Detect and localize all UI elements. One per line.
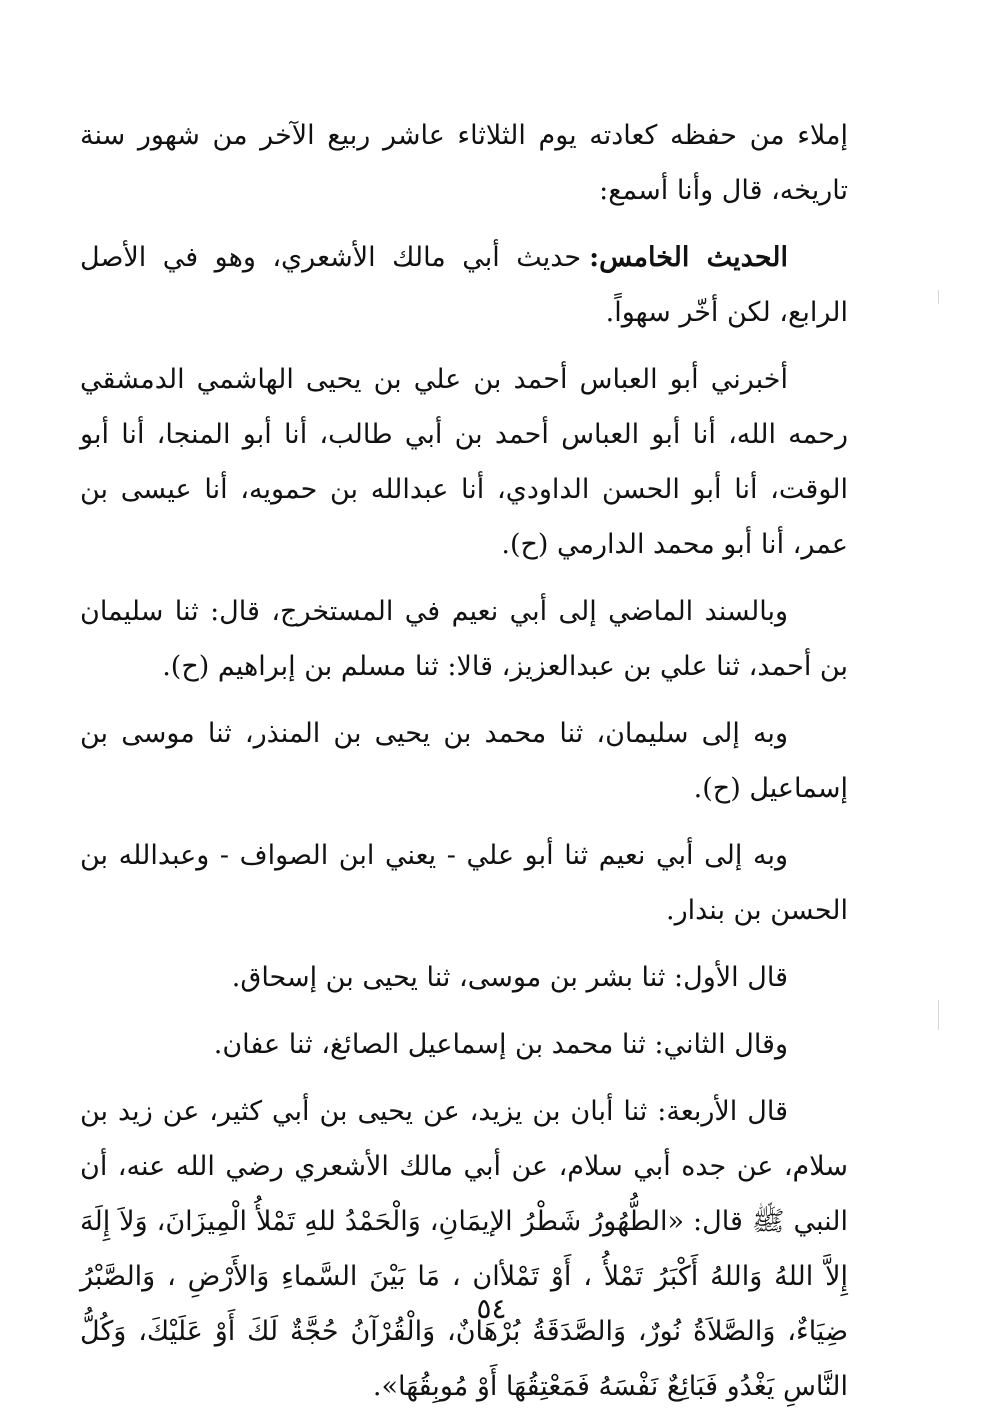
- paragraph-chain-2: وبالسند الماضي إلى أبي نعيم في المستخرج، قال: ثنا سليمان بن أحمد، ثنا علي بن عبدالعزيز، قالا: ثنا مسلم بن إبراهيم (ح).: [80, 596, 848, 682]
- paragraph-intro: إملاء من حفظه كعادته يوم الثلاثاء عاشر ربيع الآخر من شهور سنة تاريخه، قال وأنا أسمع:: [80, 120, 848, 206]
- paragraph-chain-4: وبه إلى أبي نعيم ثنا أبو علي - يعني ابن الصواف - وعبدالله بن الحسن بن بندار.: [80, 840, 848, 926]
- margin-line-top: [938, 290, 939, 304]
- page-number: ٥٤: [476, 1292, 507, 1325]
- paragraph-hadith-title: [80, 230, 848, 340]
- paragraph-chain-3: وبه إلى سليمان، ثنا محمد بن يحيى بن المنذر، ثنا موسى بن إسماعيل (ح).: [80, 718, 848, 804]
- hadith-description: حديث أبي مالك الأشعري، وهو في الأصل الرابع، لكن أخّر سهواً.: [80, 242, 848, 328]
- page-text-body: [80, 108, 848, 1426]
- paragraph-first-narrator: قال الأول: ثنا بشر بن موسى، ثنا يحيى بن إسحاق.: [231, 962, 788, 993]
- paragraph-hadith-text: قال الأربعة: ثنا أبان بن يزيد، عن يحيى بن أبي كثير، عن زيد بن سلام، عن جده أبي سلام، عن أبي مالك الأشعري رضي الله عنه، أن النبي ﷺ قال: «الطُّهُورُ شَطْرُ الإيمَانِ، وَالْحَمْدُ للهِ تَمْلأُ الْمِيزَانَ، وَلاَ إِلَهَ إِلاَّ اللهُ وَاللهُ أَكْبَرُ تَمْلأُ ، أَوْ تَمْلأان ، مَا بَيْنَ السَّماءِ وَالأَرْضِ ، وَالصَّبْرُ ضِيَاءٌ، وَالصَّلاَةُ نُورٌ، وَالصَّدَقَةُ بُرْهَانٌ، وَالْقُرْآنُ حُجَّةٌ لَكَ أَوْ عَلَيْكَ، وَكُلُّ النَّاسِ يَغْدُو فَبَائِعٌ نَفْسَهُ فَمَعْتِقُهَا أَوْ مُوبِقُهَا».: [80, 1096, 848, 1402]
- margin-line-bottom: [938, 1000, 939, 1030]
- paragraph-chain-1: أخبرني أبو العباس أحمد بن علي بن يحيى الهاشمي الدمشقي رحمه الله، أنا أبو العباس أحمد بن أبي طالب، أنا أبو المنجا، أنا أبو الوقت، أنا أبو الحسن الداودي، أنا عبدالله بن حمويه، أنا عيسى بن عمر، أنا أبو محمد الدارمي (ح).: [80, 364, 848, 560]
- paragraph-second-narrator: وقال الثاني: ثنا محمد بن إسماعيل الصائغ، ثنا عفان.: [213, 1029, 788, 1060]
- hadith-heading: الحديث الخامس:: [589, 242, 789, 273]
